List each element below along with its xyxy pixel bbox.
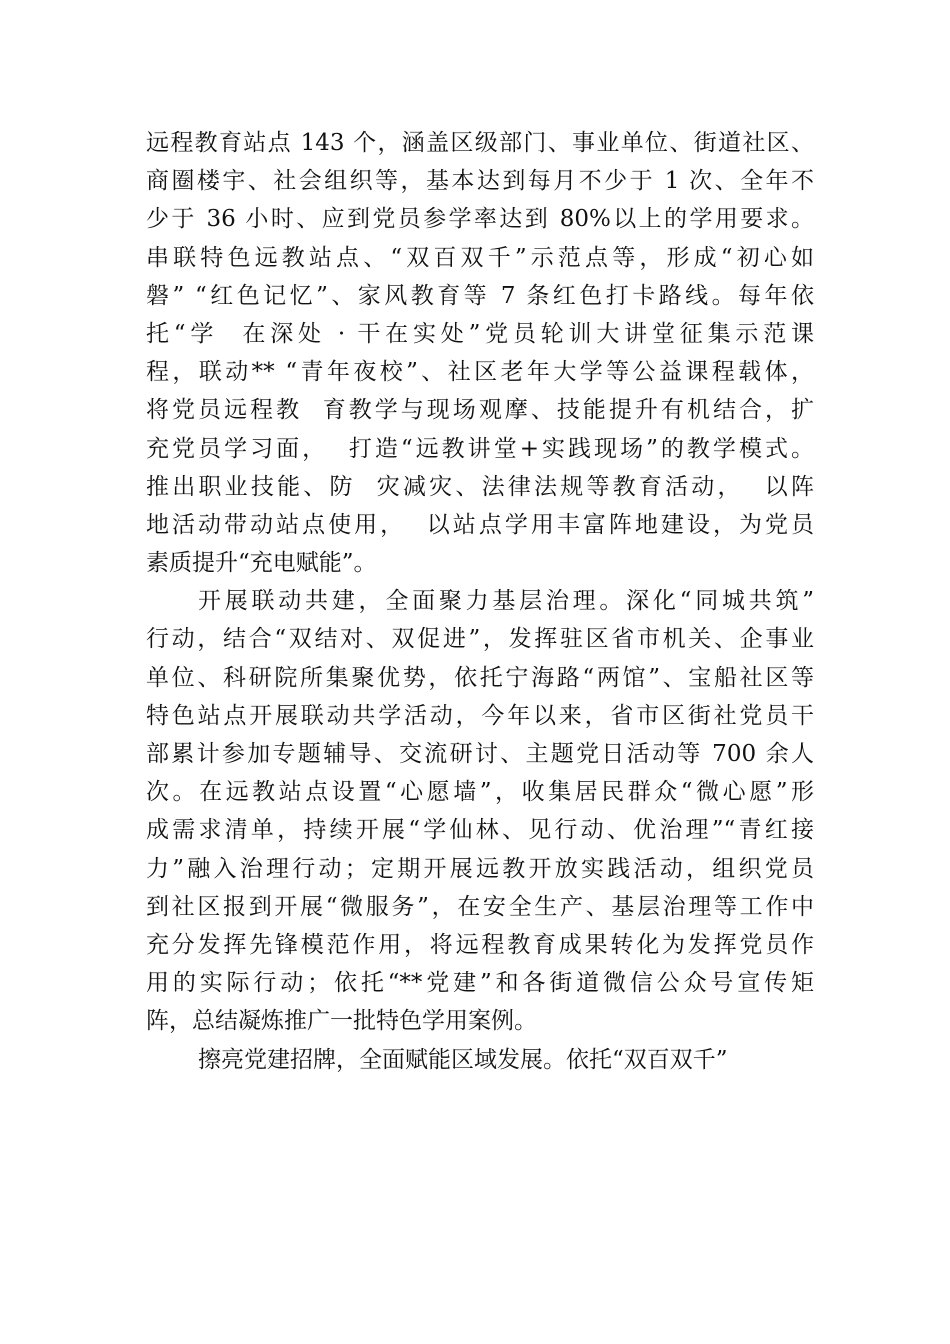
- text-line: 将党员远程教 育教学与现场观摩、技能提升有机结合，扩: [146, 397, 814, 424]
- text-line: 部累计参加专题辅导、交流研讨、主题党日活动等 700 余人: [146, 741, 814, 767]
- text-line: 商圈楼宇、社会组织等，基本达到每月不少于 1 次、全年不: [146, 168, 814, 195]
- text-line: 程，联动** “青年夜校”、社区老年大学等公益课程载体，: [146, 359, 814, 386]
- text-line: 开展联动共建，全面聚力基层治理。深化“同城共筑”: [198, 588, 814, 615]
- text-line: 次。在远教站点设置“心愿墙”，收集居民群众“微心愿”形: [146, 779, 814, 806]
- text-line: 串联特色远教站点、“双百双千”示范点等，形成“初心如: [146, 244, 814, 271]
- document-body: [146, 124, 814, 1079]
- text-line: 地活动带动站点使用， 以站点学用丰富阵地建设，为党员: [146, 511, 814, 538]
- text-line: 阵，总结凝炼推广一批特色学用案例。: [146, 1008, 537, 1035]
- text-line: 远程教育站点 143 个，涵盖区级部门、事业单位、街道社区、: [146, 130, 814, 156]
- text-line: 到社区报到开展“微服务”，在安全生产、基层治理等工作中: [146, 893, 814, 920]
- text-line: 素质提升“充电赋能”。: [146, 550, 377, 577]
- paragraph: [146, 1041, 814, 1079]
- text-line: 磐” “红色记忆”、家风教育等 7 条红色打卡路线。每年依: [146, 282, 814, 309]
- paragraph: [146, 582, 814, 1040]
- text-line: 成需求清单，持续开展“学仙林、见行动、优治理”“青红接: [146, 817, 814, 844]
- paragraph: [146, 124, 814, 582]
- text-line: 少于 36 小时、应到党员参学率达到 80%以上的学用要求。: [146, 206, 814, 233]
- text-line: 特色站点开展联动共学活动，今年以来，省市区街社党员干: [146, 702, 814, 729]
- text-line: 充党员学习面， 打造“远教讲堂+实践现场”的教学模式。: [146, 435, 814, 462]
- text-line: 托“学 在深处 · 干在实处”党员轮训大讲堂征集示范课: [146, 320, 814, 347]
- text-line: 单位、科研院所集聚优势，依托宁海路“两馆”、宝船社区等: [146, 664, 814, 691]
- text-line: 推出职业技能、防 灾减灾、法律法规等教育活动， 以阵: [146, 473, 814, 500]
- text-line: 行动，结合“双结对、双促进”，发挥驻区省市机关、企事业: [146, 626, 814, 653]
- text-line: 充分发挥先锋模范作用，将远程教育成果转化为发挥党员作: [146, 931, 814, 958]
- text-line: 用的实际行动；依托“**党建”和各街道微信公众号宣传矩: [146, 970, 814, 997]
- text-line: 力”融入治理行动；定期开展远教开放实践活动，组织党员: [146, 855, 814, 882]
- text-line: 擦亮党建招牌，全面赋能区域发展。依托“双百双千”: [198, 1046, 728, 1073]
